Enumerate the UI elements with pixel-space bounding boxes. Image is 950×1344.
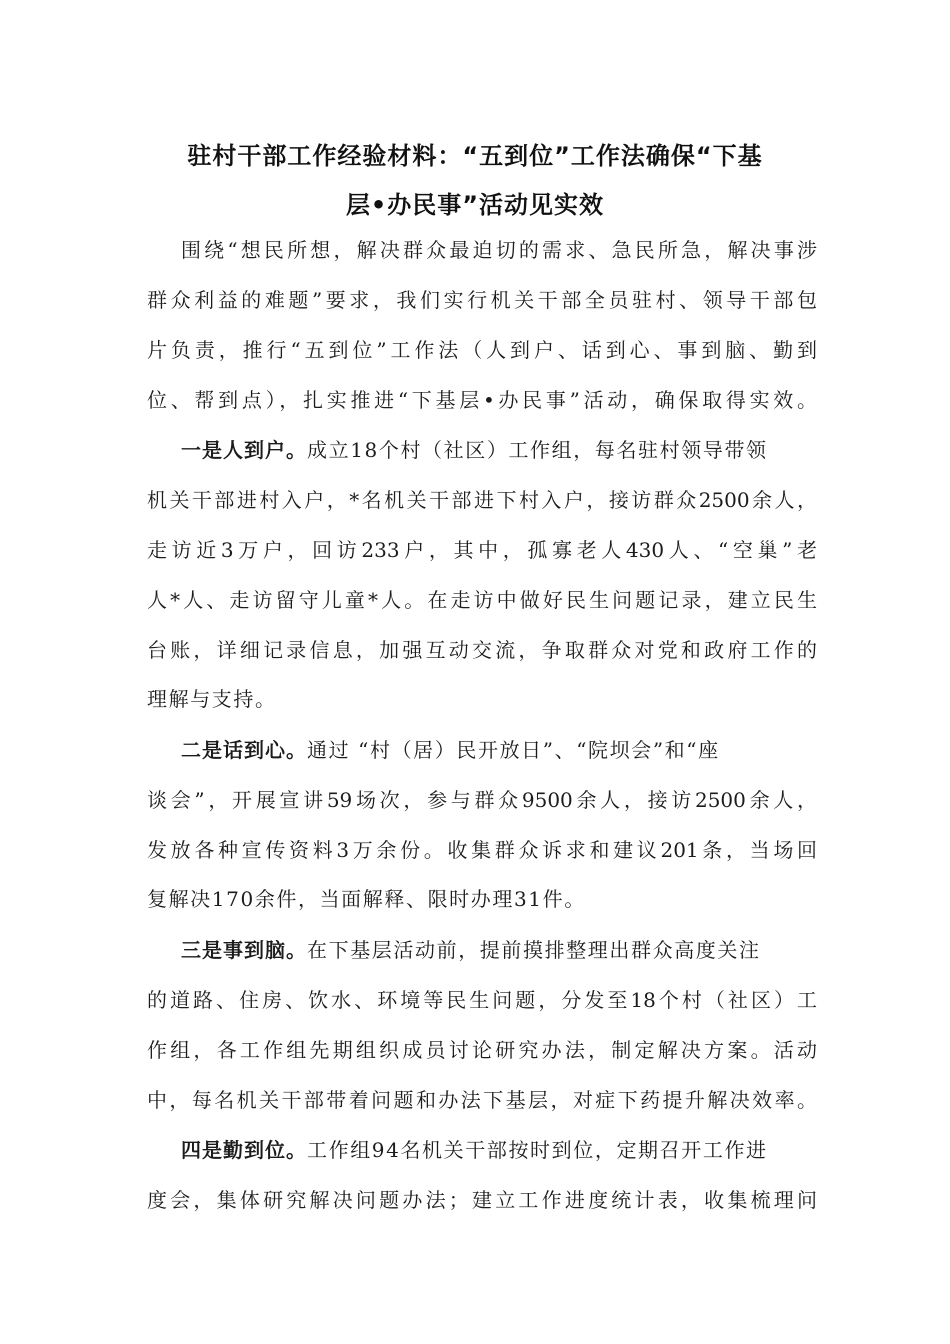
section-1-text: 成立18个村（社区）工作组，每名驻村领导带领 [307, 438, 768, 462]
section-1-line: 台账，详细记录信息，加强互动交流，争取群众对党和政府工作的 [147, 638, 817, 662]
intro-paragraph-line: 位、帮到点），扎实推进“下基层•办民事”活动，确保取得实效。 [147, 388, 817, 412]
section-1-line: 人*人、走访留守儿童*人。在走访中做好民生问题记录，建立民生 [147, 588, 817, 612]
section-3-heading: 三是事到脑。 [181, 938, 307, 962]
document-title-line-2: 层•办民事”活动见实效 [345, 191, 605, 219]
section-4-line: 度会，集体研究解决问题办法；建立工作进度统计表，收集梳理问 [147, 1188, 817, 1212]
section-2-line: 谈会”，开展宣讲59场次，参与群众9500余人，接访2500余人， [147, 788, 817, 812]
section-4-first-line [181, 1135, 817, 1165]
section-4-text: 工作组94名机关干部按时到位，定期召开工作进 [307, 1138, 768, 1162]
section-2-text: 通过 “村（居）民开放日”、“院坝会”和“座 [307, 738, 720, 762]
section-3-text: 在下基层活动前，提前摸排整理出群众高度关注 [307, 938, 761, 962]
section-1-line: 走访近3万户，回访233户，其中，孤寡老人430人、“空巢”老 [147, 538, 817, 562]
section-3-first-line [181, 935, 817, 965]
section-3-line: 中，每名机关干部带着问题和办法下基层，对症下药提升解决效率。 [147, 1088, 817, 1112]
intro-paragraph-line: 群众利益的难题”要求，我们实行机关干部全员驻村、领导干部包 [147, 288, 817, 312]
section-2-first-line [181, 735, 817, 765]
section-1-first-line [181, 435, 817, 465]
section-2-line: 复解决170余件，当面解释、限时办理31件。 [147, 887, 586, 911]
intro-paragraph-line: 围绕“想民所想，解决群众最迫切的需求、急民所急，解决事涉 [181, 238, 817, 262]
section-1-line: 机关干部进村入户，*名机关干部进下村入户，接访群众2500余人， [147, 488, 817, 512]
section-1-heading: 一是人到户。 [181, 438, 307, 462]
section-2-line: 发放各种宣传资料3万余份。收集群众诉求和建议201条，当场回 [147, 838, 817, 862]
section-4-heading: 四是勤到位。 [181, 1138, 307, 1162]
section-3-line: 的道路、住房、饮水、环境等民生问题，分发至18个村（社区）工 [147, 988, 817, 1012]
intro-paragraph-line: 片负责，推行“五到位”工作法（人到户、话到心、事到脑、勤到 [147, 338, 817, 362]
section-2-heading: 二是话到心。 [181, 738, 307, 762]
section-1-line: 理解与支持。 [147, 687, 277, 711]
document-title-line-1: 驻村干部工作经验材料：“五到位”工作法确保“下基 [187, 142, 763, 170]
section-3-line: 作组，各工作组先期组织成员讨论研究办法，制定解决方案。活动 [147, 1038, 817, 1062]
